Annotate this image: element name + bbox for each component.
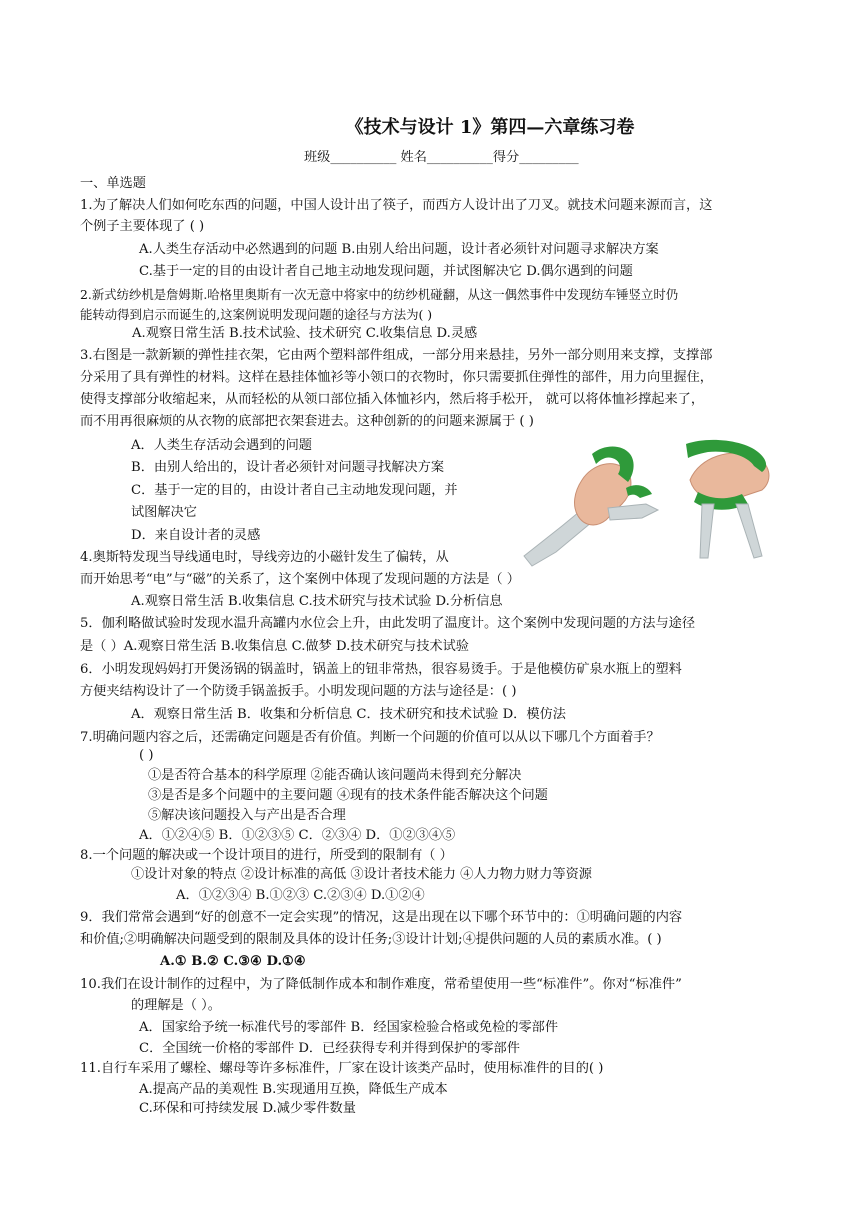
q11-options: A.提高产品的美观性 B.实现通用互换，降低生产成本 [139, 1082, 448, 1097]
q6-line: 方便夹结构设计了一个防烫手锅盖扳手。小明发现问题的方法与途径是：( ) [80, 684, 517, 699]
q10-line: 的理解是（ ）。 [131, 998, 221, 1013]
q9-line: 和价值;②明确解决问题受到的限制及具体的设计任务;③设计计划;④提供问题的人员的素质水准。( ) [80, 932, 662, 947]
q10-line: 10.我们在设计制作的过程中，为了降低制作成本和制作难度，常希望使用一些“标准件”。你对“标准件” [80, 977, 682, 992]
q1-options: A.人类生存活动中必然遇到的问题 B.由别人给出问题，设计者必须针对问题寻求解决方案 [139, 242, 659, 257]
q5-line-options: 是（ ）A.观察日常生活 B.收集信息 C.做梦 D.技术研究与技术试验 [80, 639, 469, 654]
q3-line: 分采用了具有弹性的材料。这样在悬挂体恤衫等小领口的衣物时，你只需要抓住弹性的部件，用力向里握住， [80, 370, 713, 385]
q7-line: ( ) [139, 748, 154, 763]
q2-line: 2.新式纺纱机是詹姆斯.哈格里奥斯有一次无意中将家中的纺纱机碰翻，从这一偶然事件中发现纺车锤竖立时仍 [80, 287, 679, 302]
q4-line: 4.奥斯特发现当导线通电时，导线旁边的小磁针发生了偏转，从 [80, 550, 449, 565]
elastic-hanger-photo [522, 434, 784, 568]
q6-options: A．观察日常生活 B．收集和分析信息 C．技术研究和技术试验 D．模仿法 [131, 707, 566, 722]
q11-options: C.环保和可持续发展 D.减少零件数量 [139, 1101, 356, 1116]
section-heading: 一、单选题 [80, 176, 146, 191]
q3-option-d: D．来自设计者的灵感 [131, 528, 261, 543]
q3-option-b: B．由别人给出的，设计者必须针对问题寻找解决方案 [131, 460, 445, 475]
q10-options: C．全国统一价格的零部件 D．已经获得专利并得到保护的零部件 [139, 1041, 520, 1056]
q11-line: 11.自行车采用了螺栓、螺母等许多标准件，厂家在设计该类产品时，使用标准件的目的( ) [80, 1061, 604, 1076]
q1-options: C.基于一定的目的由设计者自己地主动地发现问题，并试图解决它 D.偶尔遇到的问题 [139, 264, 633, 279]
q7-line: 7.明确问题内容之后，还需确定问题是否有价值。判断一个问题的价值可以从以下哪几个方面着手？ [80, 730, 660, 745]
q3-option-a: A．人类生存活动会遇到的问题 [131, 438, 312, 453]
q1-line: 1.为了解决人们如何吃东西的问题，中国人设计出了筷子，而西方人设计出了刀叉。就技术问题来源而言，这 [80, 198, 713, 213]
q4-options: A.观察日常生活 B.收集信息 C.技术研究与技术试验 D.分析信息 [131, 594, 503, 609]
q8-options: A．①②③④ B.①②③ C.②③④ D.①②④ [176, 888, 425, 903]
q7-statement: ③是否是多个问题中的主要问题 ④现有的技术条件能否解决这个问题 [148, 788, 548, 803]
q3-option-c-cont: 试图解决它 [131, 505, 197, 520]
q8-statement: ①设计对象的特点 ②设计标准的高低 ③设计者技术能力 ④人力物力财力等资源 [131, 867, 592, 882]
q3-line: 而不用再很麻烦的从衣物的底部把衣架套进去。这种创新的的问题来源属于 ( ) [80, 414, 534, 429]
q9-options: A.① B.② C.③④ D.①④ [160, 954, 306, 969]
page-title: 《技术与设计 1》第四—六章练习卷 [345, 117, 635, 138]
q10-options: A．国家给予统一标准代号的零部件 B．经国家检验合格或免检的零部件 [139, 1020, 559, 1035]
q3-line: 3.右图是一款新颖的弹性挂衣架，它由两个塑料部件组成，一部分用来悬挂，另外一部分则用来支撑，支撑部 [80, 348, 713, 363]
q2-line: 能转动得到启示而诞生的,这案例说明发现问题的途径与方法为( ) [80, 307, 433, 322]
q8-line: 8.一个问题的解决或一个设计项目的进行，所受到的限制有（ ） [80, 848, 453, 863]
q3-option-c: C．基于一定的目的，由设计者自己主动地发现问题，并 [131, 483, 458, 498]
q3-line: 使得支撑部分收缩起来，从而轻松的从领口部位插入体恤衫内，然后将手松开， 就可以将体恤衫撑起来了， [80, 392, 705, 407]
q6-line: 6．小明发现妈妈打开煲汤锅的锅盖时，锅盖上的钮非常热，很容易烫手。于是他模仿矿泉水瓶上的塑料 [80, 662, 682, 677]
q9-line: 9．我们常常会遇到“好的创意不一定会实现”的情况，这是出现在以下哪个环节中的：①明确问题的内容 [80, 910, 683, 925]
student-info-line: 班级__________ 姓名__________得分_________ [304, 150, 579, 165]
q7-options: A．①②④⑤ B．①②③⑤ C．②③④ D．①②③④⑤ [139, 828, 456, 843]
q2-options: A.观察日常生活 B.技术试验、技术研究 C.收集信息 D.灵感 [132, 326, 478, 341]
q4-line: 而开始思考“电”与“磁”的关系了，这个案例中体现了发现问题的方法是（ ） [80, 572, 520, 587]
q7-statement: ⑤解决该问题投入与产出是否合理 [148, 808, 346, 823]
q7-statement: ①是否符合基本的科学原理 ②能否确认该问题尚未得到充分解决 [148, 768, 522, 783]
q5-line: 5．伽利略做试验时发现水温升高罐内水位会上升，由此发明了温度计。这个案例中发现问题的方法与途径 [80, 616, 696, 631]
q1-line: 个例子主要体现了 ( ) [80, 219, 205, 234]
